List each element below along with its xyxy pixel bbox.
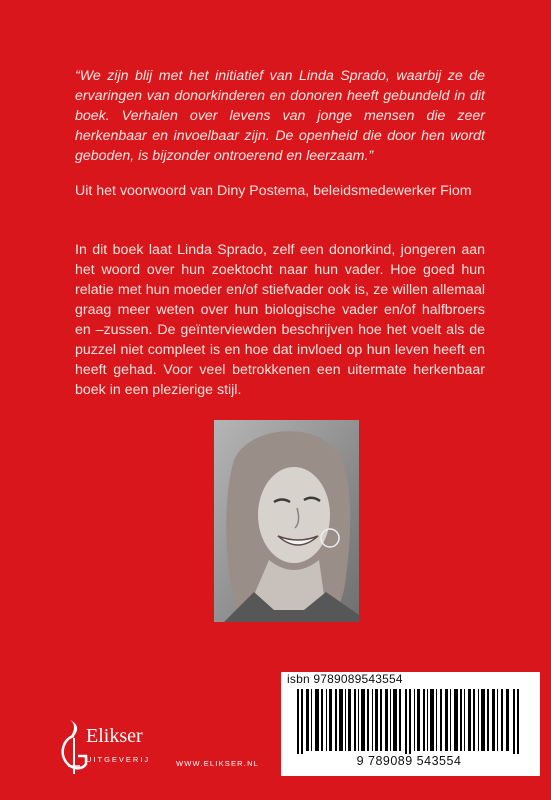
author-photo xyxy=(214,420,359,622)
publisher-website[interactable]: WWW.ELIKSER.NL xyxy=(176,759,260,768)
quote-attribution: Uit het voorwoord van Diny Postema, beleidsmedewerker Fiom xyxy=(75,183,472,199)
isbn-label: isbn 9789089543554 xyxy=(287,672,403,686)
book-description: In dit boek laat Linda Sprado, zelf een donorkind, jongeren aan het woord over hun zoektocht naar hun vader. Hoe goed hun relatie met hun moeder en/of stiefvader ook is, ze willen allemaal graag meer weten over hun biologische vader en/of halfbroers en –zussen. De geïnterviewden beschrijven hoe het voelt als de puzzel niet compleet is en hoe dat invloed op hun leven heeft en heeft gehad. Voor veel betrokkenen een uitermate herkenbaar boek in een plezierige stijl. xyxy=(75,242,485,398)
barcode xyxy=(281,672,540,776)
isbn-digits: 9 789089 543554 xyxy=(285,754,533,768)
barcode-bars xyxy=(287,689,535,759)
back-cover-quote: “We zijn blij met het initiatief van Linda Sprado, waarbij ze de ervaringen van donorkinderen en donoren heeft gebundeld in dit boek. Verhalen over levens van jonge mensen die zeer herkenbaar en invoelbaar zijn. De openheid die door hen wordt geboden, is bijzonder ontroerend en leerzaam.” xyxy=(75,68,485,164)
publisher-subtitle: UITGEVERIJ xyxy=(86,755,151,764)
publisher-name: Elikser xyxy=(86,725,143,747)
